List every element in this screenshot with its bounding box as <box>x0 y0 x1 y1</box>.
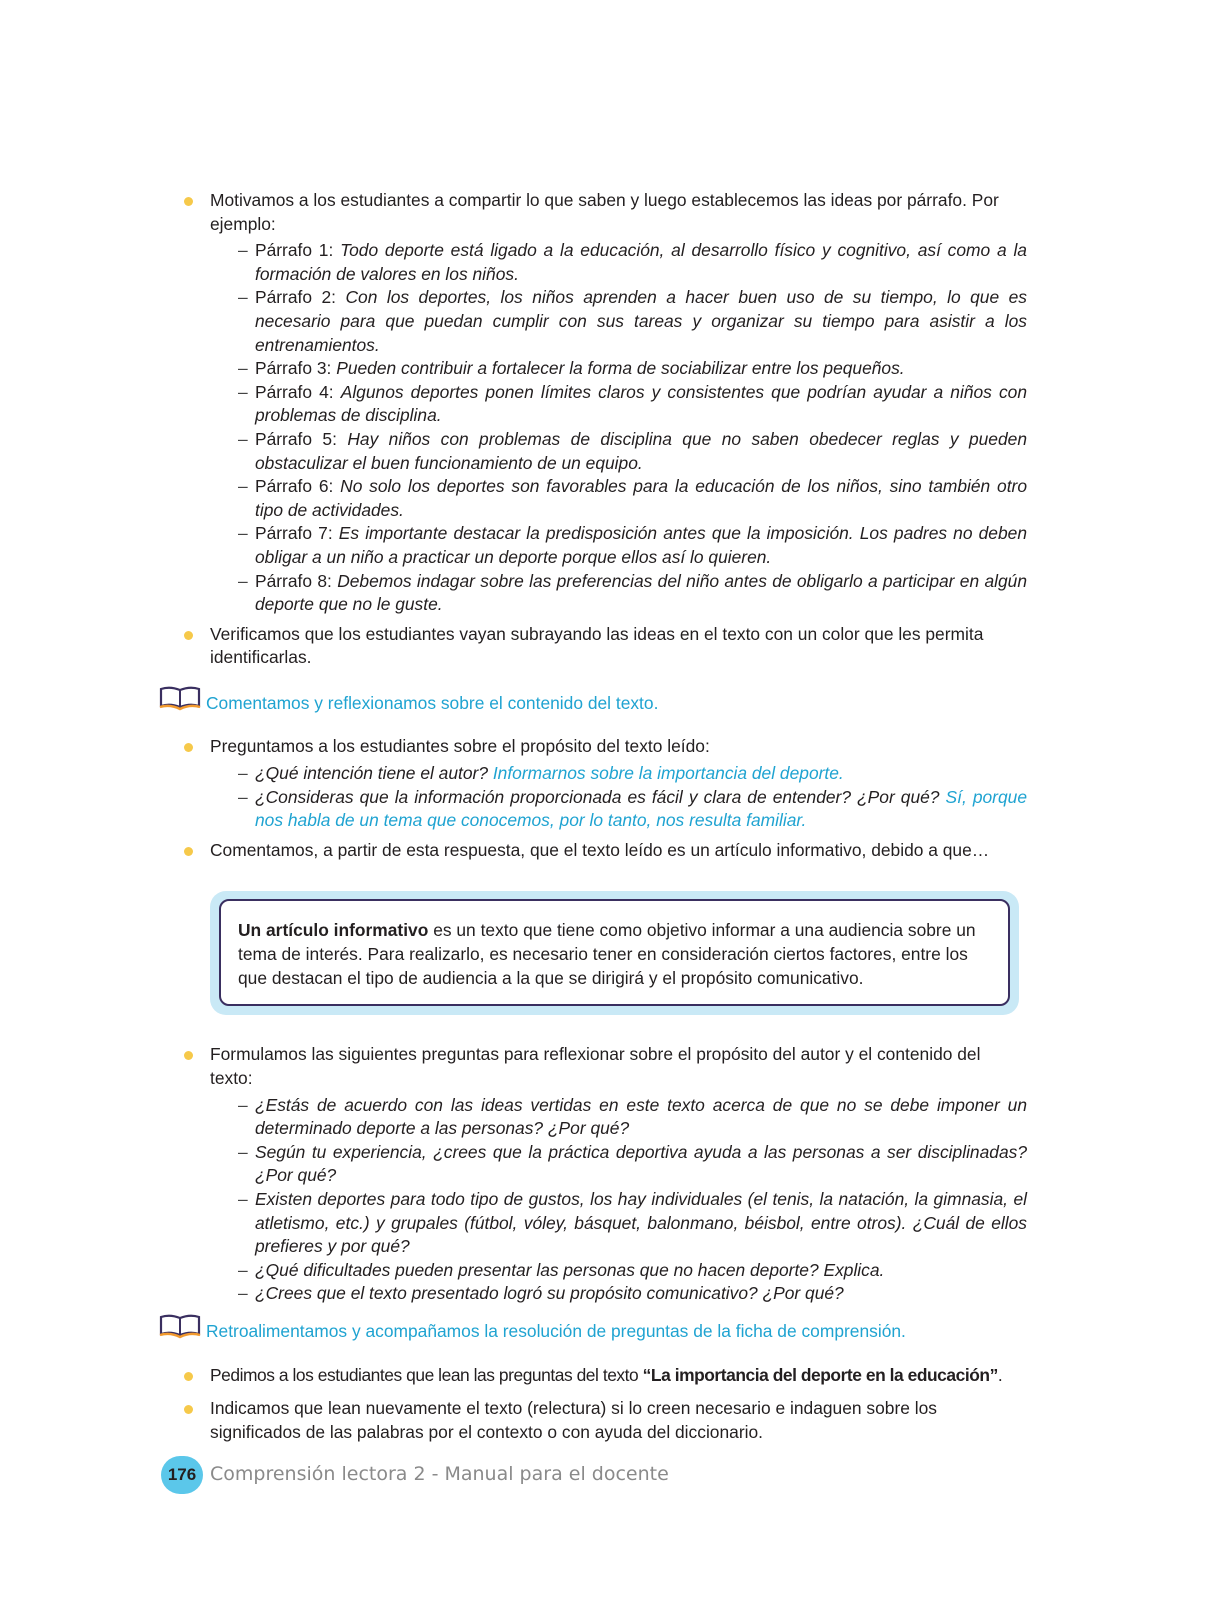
bullet-text: Pedimos a los estudiantes que lean las preguntas del texto <box>210 1364 643 1385</box>
bullet-preguntamos <box>182 735 1027 832</box>
list-item: – ¿Qué intención tiene el autor? Informarnos sobre la importancia del deporte. <box>238 763 844 784</box>
definition-term: Un artículo informativo <box>238 920 429 941</box>
bullet-dot <box>184 743 193 752</box>
list-item: – Párrafo 4: Algunos deportes ponen límites claros y consistentes que podrían ayudar a niños con problemas de disciplina. <box>238 381 1027 426</box>
bullet-indicamos <box>182 1397 1027 1444</box>
bullet-text: Indicamos que lean nuevamente el texto (relectura) si lo creen necesario e indaguen sobre los significados de las palabras por el contexto o con ayuda del diccionario. <box>210 1398 937 1442</box>
bullet-text: Preguntamos a los estudiantes sobre el propósito del texto leído: <box>210 736 710 757</box>
content <box>182 189 1027 1444</box>
list-item: – Párrafo 7: Es importante destacar la predisposición antes que la imposición. Los padres no deben obligar a un niño a practicar un deporte porque ellos así lo quieren. <box>238 523 1027 567</box>
question-list <box>238 762 1027 833</box>
list-item: – Según tu experiencia, ¿crees que la práctica deportiva ayuda a las personas a ser disciplinadas? ¿Por qué? <box>238 1141 1027 1186</box>
list-item: – Párrafo 6: No solo los deportes son favorables para la educación de los niños, sino también otro tipo de actividades. <box>238 476 1027 520</box>
definition-box <box>210 891 1019 1015</box>
list-item: – Párrafo 1: Todo deporte está ligado a la educación, al desarrollo físico y cognitivo, así como a la formación de valores en los niños. <box>238 240 1027 284</box>
bullet-pedimos: Pedimos a los estudiantes que lean las preguntas del texto “La importancia del deporte en la educación”. <box>182 1364 1027 1388</box>
footer-title: Comprensión lectora 2 - Manual para el docente <box>210 1463 669 1485</box>
list-item: – Párrafo 3: Pueden contribuir a fortalecer la forma de sociabilizar entre los pequeños. <box>238 358 905 379</box>
bullet-text: Comentamos, a partir de esta respuesta, que el texto leído es un artículo informativo, debido a que… <box>210 839 990 860</box>
definition-text: es un texto que tiene como objetivo informar a una audiencia sobre un tema de interés. Para realizarlo, es necesario tener en consideración ciertos factores, entre los que destacan el tipo de audiencia a la que se dirigirá y el propósito comunicativo. <box>238 920 976 988</box>
bullet-dot <box>184 1372 193 1381</box>
open-book-icon <box>158 1313 202 1339</box>
open-book-icon <box>158 685 202 711</box>
list-item: – ¿Estás de acuerdo con las ideas vertidas en este texto acerca de que no se debe imponer un determinado deporte a las personas? ¿Por qué? <box>238 1094 1027 1139</box>
definition-box-inner <box>219 899 1010 1006</box>
list-item: – Párrafo 5: Hay niños con problemas de disciplina que no saben obedecer reglas y pueden obstaculizar el buen funcionamiento de un equipo. <box>238 428 1027 473</box>
bullet-dot <box>184 847 193 856</box>
bullet-formulamos <box>182 1043 1027 1306</box>
list-item: – ¿Crees que el texto presentado logró su propósito comunicativo? ¿Por qué? <box>238 1283 844 1304</box>
bullet-text: Formulamos las siguientes preguntas para reflexionar sobre el propósito del autor y el contenido del texto: <box>210 1044 981 1089</box>
bullet-comentamos <box>182 839 1027 863</box>
list-item: – Párrafo 8: Debemos indagar sobre las preferencias del niño antes de obligarlo a participar en algún deporte que no le guste. <box>238 570 1027 615</box>
list-item: – ¿Qué dificultades pueden presentar las personas que no hacen deporte? Explica. <box>238 1259 885 1280</box>
bullet-dot <box>184 1051 193 1060</box>
section-heading-comentamos <box>182 692 1027 716</box>
reflection-question-list <box>238 1094 1027 1306</box>
paragraph-list <box>238 239 1027 617</box>
section-heading-retroalimentamos <box>182 1320 1027 1344</box>
list-item: – ¿Consideras que la información proporcionada es fácil y clara de entender? ¿Por qué? Sí, porque nos habla de un tema que conocemos, por lo tanto, nos resulta familiar. <box>238 786 1027 831</box>
bullet-text: Verificamos que los estudiantes vayan subrayando las ideas en el texto con un color que les permita identificarlas. <box>210 623 984 668</box>
page-number: 176 <box>161 1456 203 1494</box>
list-item: – Existen deportes para todo tipo de gustos, los hay individuales (el tenis, la natación, la gimnasia, el atletismo, etc.) y grupales (fútbol, vóley, básquet, balonmano, béisbol, entre otros). ¿Cuál de ellos prefieres y por qué? <box>238 1189 1027 1257</box>
bullet-text: Motivamos a los estudiantes a compartir lo que saben y luego establecemos las ideas por párrafo. Por ejemplo: <box>210 190 999 234</box>
bullet-dot <box>184 1405 193 1414</box>
bullet-dot <box>184 197 193 206</box>
list-item: – Párrafo 2: Con los deportes, los niños aprenden a hacer buen uso de su tiempo, lo que es necesario para que puedan cumplir con sus tareas y organizar su tiempo para asistir a los entrenamientos. <box>238 287 1027 355</box>
bullet-verificamos <box>182 623 1027 670</box>
heading-text: Comentamos y reflexionamos sobre el contenido del texto. <box>206 692 659 713</box>
bullet-motivamos <box>182 189 1027 617</box>
bullet-dot <box>184 631 193 640</box>
text-title: “La importancia del deporte en la educación” <box>642 1364 998 1385</box>
heading-text: Retroalimentamos y acompañamos la resolución de preguntas de la ficha de comprensión. <box>206 1320 906 1341</box>
